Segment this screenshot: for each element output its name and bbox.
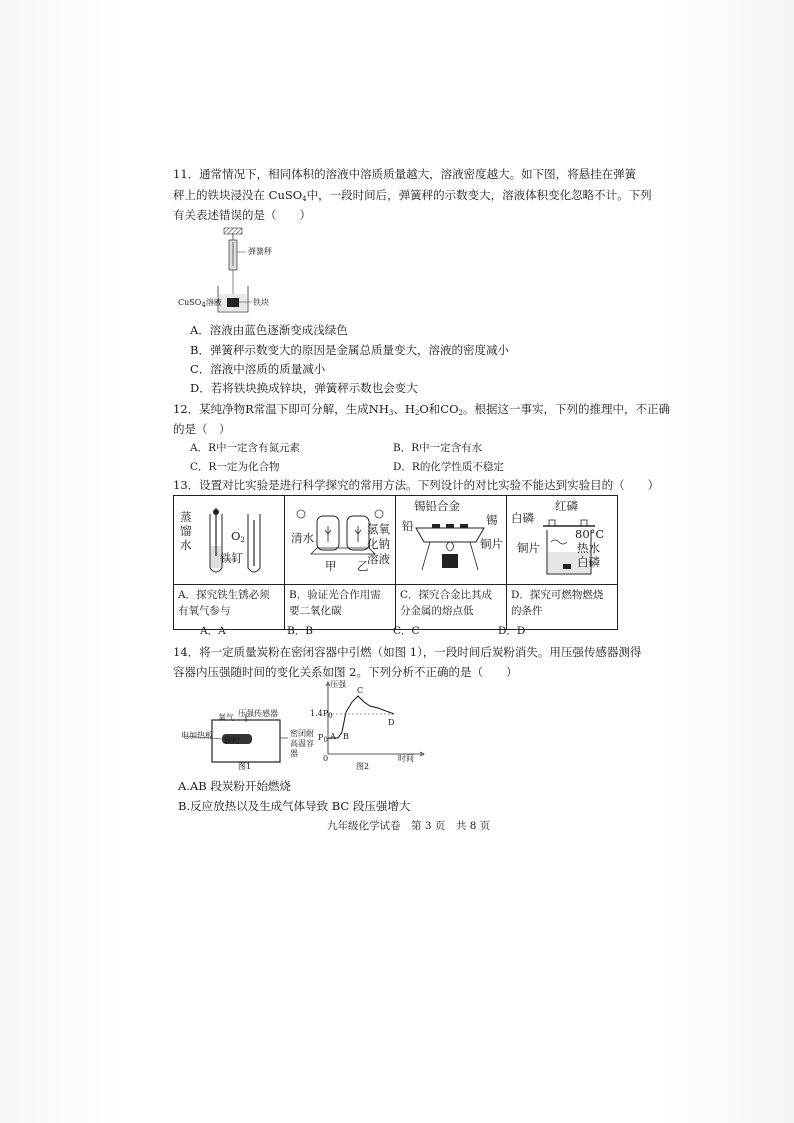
q13-cell-b-text: B．验证光合作用需要二氧化碳 [285,585,396,630]
q13-d-copper-label: 铜片 [517,541,540,555]
q13-a-o2-label: $O_2$ [231,529,245,544]
q14-fig2-xlabel: 时间 [398,754,414,763]
q13-d-whitep1-label: 白磷 [511,511,534,525]
q13-answer-a: A．A [200,625,226,637]
q13-stem: 13．设置对比实验是进行科学探究的常用方法。下列设计的对比实验不能达到实验目的（ ） [173,478,660,492]
q14-fig2-ytick-low: P0 [318,733,328,744]
q14-option-b: B.反应放热以及生成气体导致 BC 段压强增大 [178,799,411,813]
q13-cell-d-figure [507,496,618,585]
q14-fig1-carbon-label: 碳粉 [224,736,240,745]
q13-d-temp-label: 80°C [575,527,605,541]
q11-fig-spring-label: 弹簧秤 [248,247,272,256]
q13-answer-b: B．B [287,625,313,637]
q13-cell-a-text: A．探究铁生锈必须有氧气参与 [174,585,285,630]
q11-stem-line3: 有关表述错误的是（ ） [173,208,311,222]
q11-option-d: D．若将铁块换成锌块，弹簧秤示数也会变大 [190,381,418,395]
q13-a-water-label: 蒸馏水 [180,510,192,552]
q12-option-b: B．R中一定含有水 [393,442,483,454]
q14-stem-line2: 容器内压强随时间的变化关系如图 2。下列分析不正确的是（ ） [173,665,518,679]
q11-option-b: B．弹簧秤示数变大的原因是金属总质量变大，溶液的密度减小 [190,343,509,357]
q13-d-whitep2-label: 白磷 [577,555,600,569]
q11-fig-iron-label: 铁块 [253,298,269,307]
q13-cell-a-figure [174,496,285,585]
q13-b-jia-label: 甲 [325,559,337,573]
q14-option-a: A.AB 段炭粉开始燃烧 [178,779,291,793]
q13-b-water-label: 清水 [291,531,314,545]
page-footer: 九年级化学试卷 第 3 页 共 8 页 [327,820,491,832]
q14-fig1-oxygen-label: 氧气 [218,713,234,722]
q11-option-c: C．溶液中溶质的质量减小 [190,362,326,376]
q14-fig2-point-b: B [343,732,349,741]
q13-answer-c: C．C [393,625,420,637]
q13-options-table [173,495,618,630]
q11-stem-line1: 11．通常情况下，相同体积的溶液中溶质质量越大，溶液密度越大。如下图，将悬挂在弹簧 [173,167,637,181]
q14-fig1-vessel-label: 密闭耐高温容器 [290,729,314,758]
q12-option-d: D．R的化学性质不稳定 [393,461,504,473]
q14-fig2-point-c: C [357,686,364,695]
q11-fig-solution-label: CuSO4溶液 [178,298,222,309]
q13-a-nail-label: 铁钉 [220,551,243,565]
q14-fig1-heater-label: 电加热板 [181,731,213,740]
q13-cell-c-figure [396,496,507,585]
q14-figure2 [318,680,428,764]
q12-option-a: A．R中一定含有氮元素 [190,442,300,454]
q14-fig2-caption: 图2 [356,762,370,771]
q13-cell-d-text: D．探究可燃物燃烧的条件 [507,585,618,630]
q14-fig2-point-a: A [330,732,336,741]
q11-option-a: A．溶液由蓝色逐渐变成浅绿色 [190,323,348,337]
q13-cell-c-text: C．探究合金比其成分金属的熔点低 [396,585,507,630]
q14-stem-line1: 14．将一定质量炭粉在密闭容器中引燃（如图 1），一段时间后炭粉消失。用压强传感器测得 [173,645,642,659]
q12-stem-line2: 的是（ ） [173,422,231,436]
q13-fig-c [410,516,490,582]
q13-c-sn-label: 锡 [486,513,498,527]
q12-stem-line1: 12．某纯净物R常温下即可分解，生成$NH_3$、$H_2O$和$CO_2$。根据这一事实，下列的推理中，不正确 [173,402,670,417]
q12-option-c: C．R一定为化合物 [190,461,280,473]
q13-d-redp-label: 红磷 [555,499,578,513]
q13-d-hotwater-label: 热水 [577,541,600,555]
q13-cell-b-figure [285,496,396,585]
q13-c-cu-label: 铜片 [480,537,503,551]
q13-answer-d: D．D [498,625,526,637]
q13-b-naoh-label: 氢氧化钠溶液 [367,522,390,566]
q14-fig1-sensor-label: 压强传感器 [238,709,278,718]
q14-fig2-ylabel: 压强 [330,680,346,689]
q14-fig2-ytick-high: 1.4P0 [310,709,333,720]
q13-b-yi-label: 乙 [357,559,369,573]
q14-fig1-caption: 图1 [238,762,252,771]
q11-stem-line2: 秤上的铁块浸没在 CuSO$_4$中，一段时间后，弹簧秤的示数变大，溶液体积变化忽略不计。下列 [173,188,652,203]
q13-c-alloy-label: 锡铅合金 [414,499,460,513]
q14-fig2-point-d: D [388,718,395,727]
q13-c-pb-label: 铅 [402,519,414,533]
q14-fig2-origin: 0 [323,754,329,763]
